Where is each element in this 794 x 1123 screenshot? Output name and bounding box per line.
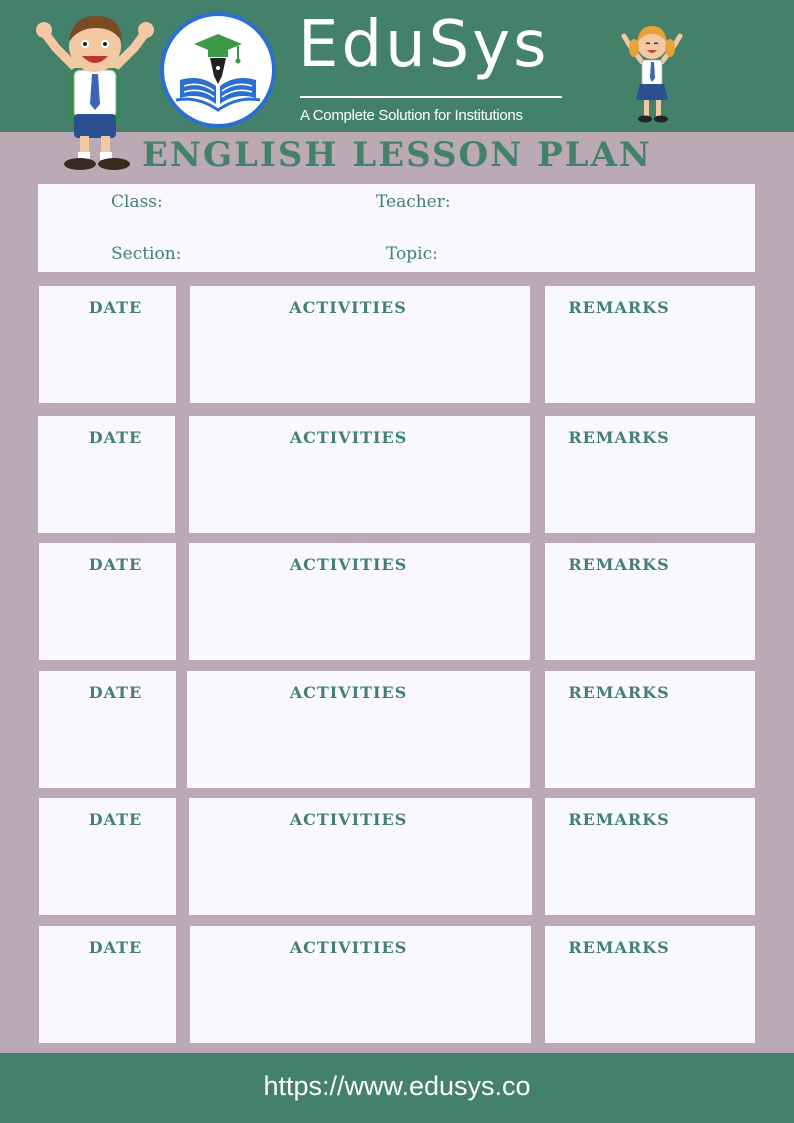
activities-cell — [189, 798, 532, 915]
activities-column-label: ACTIVITIES — [289, 555, 408, 574]
remarks-cell — [545, 671, 755, 788]
date-cell — [38, 416, 175, 533]
topic-label: Topic: — [386, 244, 438, 264]
remarks-cell — [545, 416, 755, 533]
remarks-column-label: REMARKS — [568, 683, 670, 702]
class-label: Class: — [111, 192, 163, 212]
remarks-column-label: REMARKS — [568, 555, 670, 574]
activities-column-label: ACTIVITIES — [289, 938, 408, 957]
date-column-label: DATE — [88, 938, 143, 957]
remarks-cell — [545, 798, 755, 915]
remarks-column-label: REMARKS — [568, 428, 670, 447]
date-column-label: DATE — [88, 810, 143, 829]
activities-cell — [189, 543, 530, 660]
date-column-label: DATE — [88, 555, 143, 574]
page-title: ENGLISH LESSON PLAN — [142, 135, 652, 175]
remarks-column-label: REMARKS — [568, 938, 670, 957]
activities-column-label: ACTIVITIES — [289, 298, 407, 317]
activities-cell — [190, 926, 531, 1043]
activities-cell — [189, 416, 530, 533]
remarks-column-label: REMARKS — [568, 810, 670, 829]
date-cell — [39, 926, 176, 1043]
edusys-logo — [160, 12, 276, 128]
brand-tagline: A Complete Solution for Institutions — [300, 107, 523, 124]
date-column-label: DATE — [88, 428, 143, 447]
footer-bar — [0, 1053, 794, 1123]
date-cell — [39, 798, 176, 915]
remarks-column-label: REMARKS — [568, 298, 670, 317]
teacher-label: Teacher: — [376, 192, 451, 212]
remarks-cell — [545, 543, 755, 660]
graduation-book-icon — [164, 16, 272, 124]
activities-column-label: ACTIVITIES — [289, 810, 408, 829]
date-cell — [39, 543, 176, 660]
activities-cell — [187, 671, 530, 788]
activities-cell — [190, 286, 530, 403]
website-link[interactable]: https://www.edusys.co — [263, 1071, 531, 1101]
date-column-label: DATE — [88, 683, 143, 702]
activities-column-label: ACTIVITIES — [289, 683, 408, 702]
class-info-box — [38, 184, 755, 272]
brand-name: EduSys — [298, 8, 550, 82]
date-cell — [39, 671, 176, 788]
brand-divider — [300, 96, 562, 98]
activities-column-label: ACTIVITIES — [289, 428, 408, 447]
remarks-cell — [545, 926, 755, 1043]
date-cell — [39, 286, 176, 403]
cartoon-girl-illustration — [620, 20, 684, 126]
section-label: Section: — [111, 244, 182, 264]
date-column-label: DATE — [88, 298, 143, 317]
remarks-cell — [545, 286, 755, 403]
